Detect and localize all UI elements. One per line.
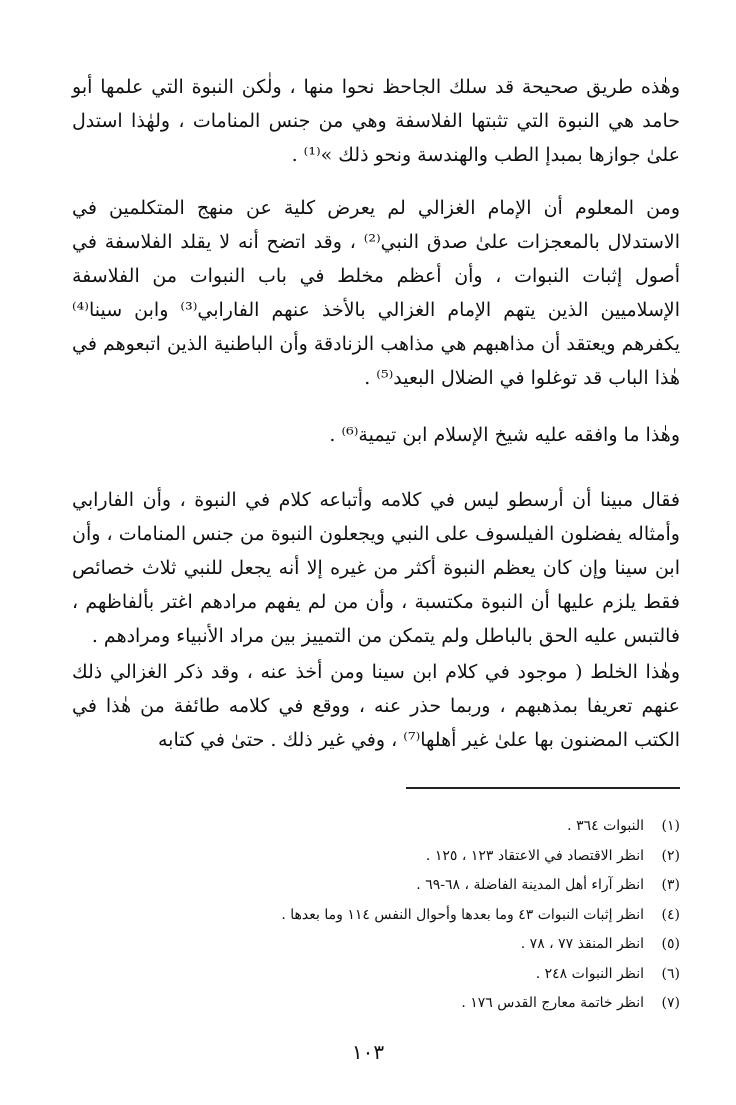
footnote-number: (٥) bbox=[661, 936, 680, 952]
footnote-number: (١) bbox=[661, 818, 680, 834]
footnote-number: (٣) bbox=[661, 877, 680, 893]
footnote-text: النبوات ٣٦٤ . bbox=[567, 818, 644, 834]
body-paragraph: فقال مبينا أن أرسطو ليس في كلامه وأتباعه كلام في النبوة ، وأن الفارابي وأمثاله يفضلون الفيلسوف على النبي ويجعلون النبوة من جنس المنامات ، وأن ابن سينا وإن كان يعظم النبوة أكثر من غيره إلا أنه يجعل للنبي ثلاث خصائص فقط يلزم عليها أن النبوة مكتسبة ، وأن من لم يفهم مرادهم اغتر بألفاظهم ، فالتبس عليه الحق بالباطل ولم يتمكن من التمييز بين مراد الأنبياء ومرادهم . bbox=[72, 489, 680, 647]
footnote-text: انظر خاتمة معارج القدس ١٧٦ . bbox=[461, 995, 644, 1011]
footnote-number: (٦) bbox=[661, 965, 680, 982]
footnote bbox=[120, 812, 680, 842]
footnotes-list bbox=[120, 812, 680, 1019]
footnote bbox=[120, 842, 680, 872]
footnote bbox=[120, 871, 680, 901]
footnote bbox=[120, 901, 680, 931]
footnote-text: انظر المنقذ ٧٧ ، ٧٨ . bbox=[520, 936, 644, 952]
footnote-number: (٢) bbox=[661, 847, 680, 864]
footnote-text: انظر آراء أهل المدينة الفاضلة ، ٦٨-٦٩ . bbox=[416, 877, 644, 893]
footnote bbox=[120, 989, 680, 1019]
footnote-number: (٤) bbox=[661, 906, 680, 923]
body-paragraph: وهٰذا الخلط ( موجود في كلام ابن سينا ومن أخذ عنه ، وقد ذكر الغزالي ذلك عنهم تعريفا بمذهبهم ، وربما حذر عنه ، ووقع في كلامه طائفة من هٰذا في الكتب المضنون بها علىٰ غير أهلها⁽⁷⁾ ، وفي غير ذلك . حتىٰ في كتابه bbox=[72, 661, 680, 751]
body-paragraph: وهٰذه طريق صحيحة قد سلك الجاحظ نحوا منها ، ولٰكن النبوة التي علمها أبو حامد هي النبوة التي تثبتها الفلاسفة وهي من جنس المنامات ، ولهٰذا استدل علىٰ جوازها بمبدإ الطب والهندسة ونحو ذلك »⁽¹⁾ . bbox=[72, 76, 680, 166]
footnote-text: انظر النبوات ٢٤٨ . bbox=[535, 965, 644, 982]
page-number: ١٠٣ bbox=[351, 1040, 385, 1064]
footnote-separator bbox=[406, 787, 680, 789]
footnote bbox=[120, 930, 680, 960]
body-paragraph: وهٰذا ما وافقه عليه شيخ الإسلام ابن تيمية⁽⁶⁾ . bbox=[329, 424, 680, 446]
footnote-number: (٧) bbox=[661, 995, 680, 1011]
footnote-text: انظر الاقتصاد في الاعتقاد ١٢٣ ، ١٢٥ . bbox=[425, 847, 644, 864]
body-paragraph: ومن المعلوم أن الإمام الغزالي لم يعرض كلية عن منهج المتكلمين في الاستدلال بالمعجزات علىٰ صدق النبي⁽²⁾ ، وقد اتضح أنه لا يقلد الفلاسفة في أصول إثبات النبوات ، وأن أعظم مخلط في باب النبوات من الفلاسفة الإسلاميين الذين يتهم الإمام الغزالي بالأخذ عنهم الفارابي⁽³⁾ وابن سينا⁽⁴⁾ يكفرهم ويعتقد أن مذاهبهم هي مذاهب الزنادقة وأن الباطنية الذين اتبعوهم في هٰذا الباب قد توغلوا في الضلال البعيد⁽⁵⁾ . bbox=[72, 197, 681, 389]
footnote bbox=[120, 960, 680, 990]
footnote-text: انظر إثبات النبوات ٤٣ وما بعدها وأحوال النفس ١١٤ وما بعدها . bbox=[281, 906, 644, 923]
